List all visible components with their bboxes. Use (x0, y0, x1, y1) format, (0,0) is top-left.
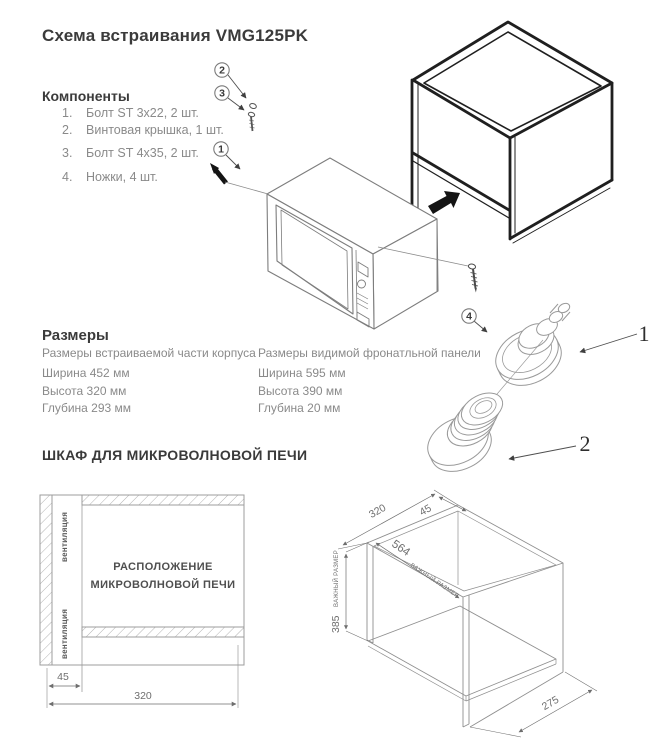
components-heading: Компоненты (42, 88, 130, 104)
part-label-2: 2 (579, 431, 591, 456)
list-item-label: Винтовая крышка, 1 шт. (86, 123, 224, 137)
dim-row: Глубина 20 мм (258, 401, 341, 415)
insert-arrow-icon (428, 191, 460, 214)
top-wall-hatch (82, 495, 244, 505)
left-wall-hatch (40, 495, 52, 665)
iso-dim-385: 385 (330, 615, 342, 633)
callout-3: 3 (219, 87, 225, 100)
cabinet-plan-drawing (28, 486, 256, 720)
iso-dim-275: 275 (539, 693, 562, 713)
iso-dim-45: 45 (417, 502, 434, 519)
cabinet-iso-drawing (316, 486, 669, 740)
list-item-label: Болт ST 3x22, 2 шт. (86, 106, 199, 120)
part-label-1: 1 (638, 321, 650, 346)
callout-2: 2 (219, 64, 225, 77)
dim-row: Ширина 595 мм (258, 366, 346, 380)
dimensions-heading: Размеры (42, 327, 109, 344)
list-item (62, 146, 199, 160)
list-item-label: Болт ST 4x35, 2 шт. (86, 146, 199, 160)
dim-row: Высота 390 мм (258, 384, 343, 398)
list-item-number: 2. (62, 123, 73, 137)
plan-dim-45: 45 (57, 671, 69, 683)
small-screw-icon (248, 112, 255, 131)
list-item (62, 170, 158, 184)
iso-dim-320: 320 (366, 501, 389, 521)
mid-wall-hatch (82, 627, 244, 637)
side-screw-icon (468, 263, 478, 292)
list-item-number: 1. (62, 106, 73, 120)
callout-4: 4 (466, 310, 472, 323)
plan-dim-320: 320 (134, 690, 152, 702)
placement-label-line1: РАСПОЛОЖЕНИЕ (113, 561, 213, 573)
list-item (62, 106, 199, 120)
list-item-number: 3. (62, 146, 73, 160)
cabinet-wireframe-icon (412, 22, 612, 243)
cabinet-heading: ШКАФ ДЛЯ МИКРОВОЛНОВОЙ ПЕЧИ (42, 447, 308, 463)
dim-row: Глубина 293 мм (42, 401, 132, 415)
placement-label-line2: МИКРОВОЛНОВОЙ ПЕЧИ (90, 579, 236, 591)
screw-cap-icon (249, 103, 257, 110)
dim-row: Высота 320 мм (42, 384, 127, 398)
ventilation-label-top: вентиляция (60, 511, 69, 562)
part-2-arrow (509, 446, 576, 459)
list-item-label: Ножки, 4 шт. (86, 170, 158, 184)
list-item-number: 4. (62, 170, 73, 184)
part-1-arrow (580, 334, 637, 352)
dim-row: Ширина 452 мм (42, 366, 130, 380)
iso-dim-564: 564 (389, 538, 412, 559)
foot-upper-icon (487, 302, 571, 396)
assembly-drawing (195, 8, 665, 476)
ventilation-label-bottom: вентиляция (60, 608, 69, 659)
dim-col-title: Размеры видимой фронатльной панели (258, 346, 481, 360)
iso-dim-564-note: ВАЖНЫЙ РАЗМЕР (408, 562, 460, 600)
foot-lower-icon (420, 387, 508, 476)
iso-dim-385-note: ВАЖНЫЙ РАЗМЕР (334, 549, 340, 607)
page-title: Схема встраивания VMG125PK (42, 26, 309, 45)
callout-1: 1 (218, 143, 224, 156)
dim-col-title: Размеры встраиваемой части корпуса (42, 346, 256, 360)
